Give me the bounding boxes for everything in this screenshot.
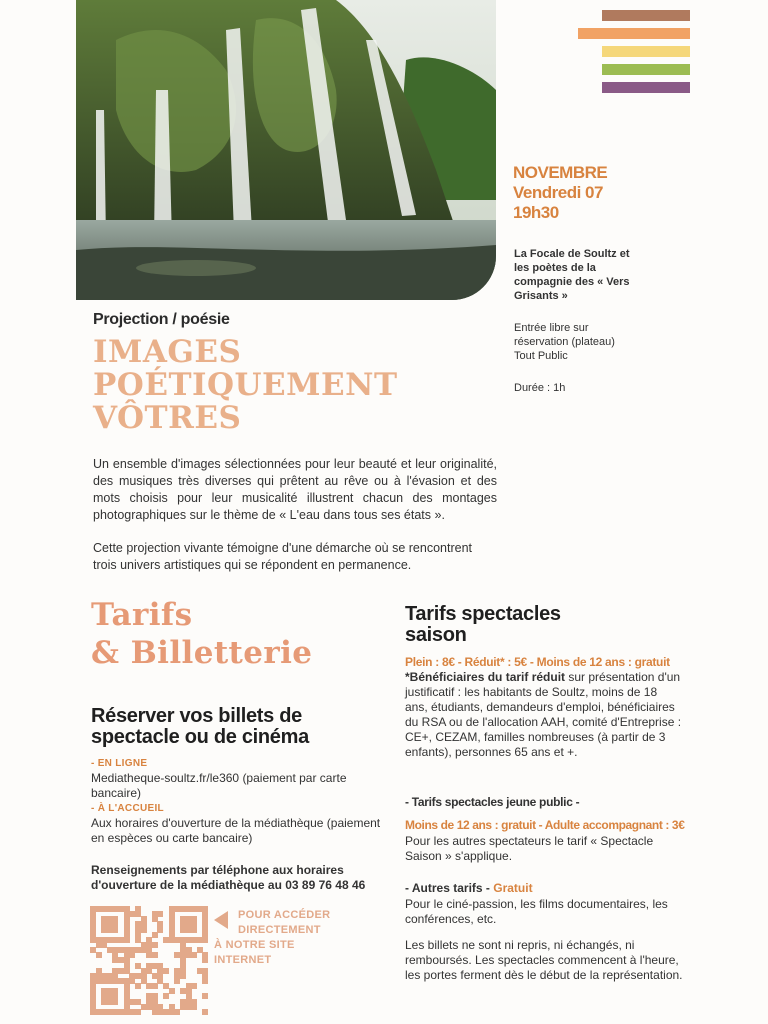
qr-module [163, 993, 169, 999]
qr-module [191, 983, 197, 989]
qr-module [202, 978, 208, 984]
organizer-text: La Focale de Soultz et les poètes de la compagnie des « Vers Grisants » [514, 248, 630, 302]
qr-module [124, 937, 130, 943]
event-organizer [514, 247, 644, 303]
qr-caption-line-3: À NOTRE SITE [214, 939, 295, 951]
qr-module [191, 1004, 197, 1010]
qr-module [157, 927, 163, 933]
qr-module [157, 911, 163, 917]
qr-module [202, 957, 208, 963]
show-category: Projection / poésie [93, 311, 230, 328]
online-label: - EN LIGNE [91, 758, 148, 769]
qr-module [152, 932, 158, 938]
show-description-1: Un ensemble d'images sélectionnées pour leur beauté et leur originalité, des musiques très diverses qui prêtent au rêve ou à l'évasion et des mots choisis pour leur musicalité illustrent chacun des montages photographiques sur le thème de « L'eau dans tous ses états ». [93, 457, 497, 522]
qr-module [135, 1009, 141, 1015]
phone-info: Renseignements par téléphone aux horaires d'ouverture de la médiathèque au 03 89 76 48 46 [91, 863, 366, 892]
qr-module [169, 988, 175, 994]
season-heading: Tarifs spectacles saison [405, 603, 561, 646]
qr-module [152, 983, 158, 989]
entry-line-2: réservation (plateau) [514, 336, 615, 348]
tickets-title [91, 596, 371, 672]
desk-label: - À L'ACCUEIL [91, 803, 164, 814]
season-prices: Plein : 8€ - Réduit* : 5€ - Moins de 12 ans : gratuit [405, 655, 670, 669]
event-entry [514, 321, 654, 363]
decorative-stripes [578, 10, 692, 100]
refund-policy: Les billets ne sont ni repris, ni échangés, ni remboursés. Les spectacles commencent à l'heure, les portes ferment dès le début de la représentation. [405, 938, 683, 982]
stripe-yellow [602, 46, 690, 57]
qr-module [163, 968, 169, 974]
hero-waterfall-image [76, 0, 496, 300]
qr-module [202, 993, 208, 999]
reduced-text: sur présentation d'un justificatif : les habitants de Soultz, moins de 18 ans, étudiants, demandeurs d'emploi, bénéficiaires du RSA ou de l'allocation AAH, comité d'Entreprise : CE+, CEZAM, familles nombreuses (à partir de 3 enfants), personnes 65 ans et +. [405, 670, 682, 759]
show-title-line-1: IMAGES [93, 334, 242, 370]
qr-caption-line-4: INTERNET [214, 954, 272, 966]
event-month: NOVEMBRE [513, 163, 608, 182]
event-duration: Durée : 1h [514, 382, 566, 394]
young-public-heading: - Tarifs spectacles jeune public - [405, 795, 580, 809]
qr-module [191, 952, 197, 958]
qr-caption-line-2: DIRECTEMENT [238, 924, 321, 936]
qr-module [112, 999, 118, 1005]
qr-module [135, 983, 141, 989]
qr-module [202, 937, 208, 943]
qr-module [96, 952, 102, 958]
qr-module [152, 942, 158, 948]
qr-caption-line-1: POUR ACCÉDER [238, 909, 331, 921]
event-day: Vendredi 07 [513, 183, 603, 202]
stripe-orange [578, 28, 690, 39]
qr-code[interactable] [90, 906, 208, 1014]
reduced-label: *Bénéficiaires du tarif réduit [405, 670, 566, 684]
young-public-prices: Moins de 12 ans : gratuit - Adulte accompagnant : 3€ [405, 818, 685, 832]
qr-caption [214, 908, 344, 968]
other-rates-heading [405, 881, 533, 896]
qr-module [141, 927, 147, 933]
qr-module [152, 952, 158, 958]
event-time: 19h30 [513, 203, 559, 222]
show-title [93, 336, 493, 435]
other-free: Gratuit [493, 881, 533, 895]
stripe-brown [602, 10, 690, 21]
young-public-note: Pour les autres spectateurs le tarif « Spectacle Saison » s'applique. [405, 834, 654, 863]
other-label: - Autres tarifs - [405, 881, 490, 895]
show-title-line-3: VÔTRES [93, 400, 242, 436]
show-title-line-2: POÉTIQUEMENT [93, 367, 398, 403]
reserve-heading: Réserver vos billets de spectacle ou de cinéma [91, 705, 309, 748]
stripe-green [602, 64, 690, 75]
tickets-title-line-1: Tarifs [91, 597, 193, 633]
online-section [91, 756, 387, 846]
event-date-block [513, 163, 663, 223]
waterfall-illustration [76, 0, 496, 300]
qr-module [112, 927, 118, 933]
desk-text: Aux horaires d'ouverture de la médiathèque (paiement en espèces ou carte bancaire) [91, 816, 381, 845]
qr-module [202, 1009, 208, 1015]
other-rates-text: Pour le ciné-passion, les films documentaires, les conférences, etc. [405, 897, 668, 926]
entry-line-1: Entrée libre sur [514, 322, 589, 334]
audience: Tout Public [514, 350, 568, 362]
online-note: (paiement par carte bancaire) [91, 771, 347, 800]
qr-module [174, 1009, 180, 1015]
qr-module [129, 952, 135, 958]
show-description-2: Cette projection vivante témoigne d'une démarche où se rencontrent trois univers artistiques qui se répondent en permanence. [93, 541, 473, 572]
online-url[interactable]: Mediatheque-soultz.fr/le360 [91, 771, 240, 785]
qr-module [191, 927, 197, 933]
tickets-title-line-2: & Billetterie [91, 635, 313, 671]
qr-module [174, 978, 180, 984]
qr-module [180, 973, 186, 979]
stripe-purple [602, 82, 690, 93]
reduced-rate-info [405, 670, 683, 760]
